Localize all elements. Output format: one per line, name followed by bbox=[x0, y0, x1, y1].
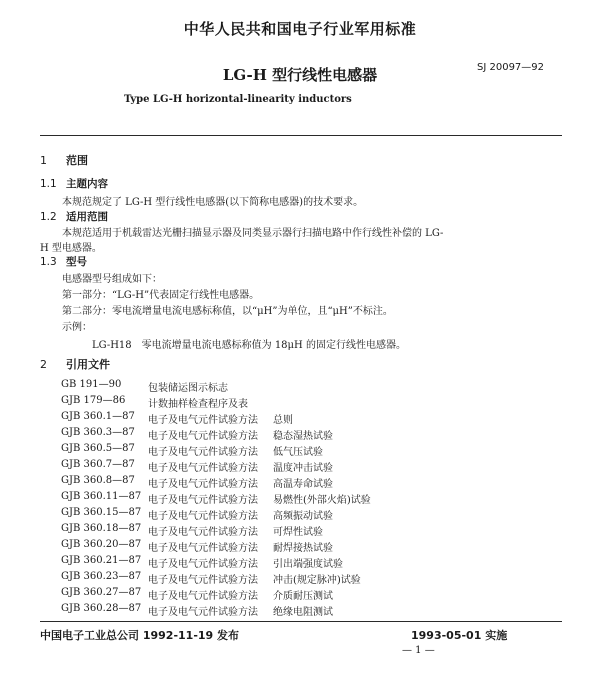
section-1-heading bbox=[40, 152, 88, 168]
reference-title: 电子及电气元件试验方法 bbox=[148, 543, 258, 554]
reference-title: 电子及电气元件试验方法 bbox=[148, 431, 258, 442]
reference-code: GJB 179—86 bbox=[61, 395, 126, 406]
section-1-2-number: 1.2 bbox=[40, 211, 57, 223]
section-1-2-heading bbox=[40, 209, 108, 224]
reference-code: GJB 360.18—87 bbox=[61, 523, 142, 534]
footer-divider bbox=[40, 621, 562, 622]
reference-code: GJB 360.8—87 bbox=[61, 475, 135, 486]
reference-title: 包装储运图示标志 bbox=[148, 383, 228, 394]
section-1-2-title: 适用范围 bbox=[66, 211, 108, 223]
section-1-3-line: 第二部分：零电流增量电流电感标称值，以“μH”为单位，且“μH”不标注。 bbox=[62, 306, 393, 317]
english-title: Type LG-H horizontal-linearity inductors bbox=[124, 94, 352, 105]
reference-code: GJB 360.23—87 bbox=[61, 571, 142, 582]
section-2-title: 引用文件 bbox=[66, 358, 110, 371]
section-1-3-number: 1.3 bbox=[40, 256, 57, 268]
reference-title: 电子及电气元件试验方法 bbox=[148, 447, 258, 458]
section-2-heading bbox=[40, 356, 110, 372]
reference-code: GJB 360.5—87 bbox=[61, 443, 135, 454]
reference-subtitle: 温度冲击试验 bbox=[273, 463, 333, 474]
section-2-number: 2 bbox=[40, 358, 47, 371]
reference-title: 电子及电气元件试验方法 bbox=[148, 479, 258, 490]
standard-org-header: 中华人民共和国电子行业军用标准 bbox=[183, 20, 417, 38]
section-1-3-heading bbox=[40, 254, 87, 269]
reference-title: 电子及电气元件试验方法 bbox=[148, 559, 258, 570]
effective-date: 1993-05-01 实施 bbox=[411, 629, 508, 642]
reference-code: GJB 360.15—87 bbox=[61, 507, 142, 518]
reference-code: GJB 360.28—87 bbox=[61, 603, 142, 614]
reference-subtitle: 冲击(规定脉冲)试验 bbox=[273, 575, 361, 586]
reference-code: GJB 360.20—87 bbox=[61, 539, 142, 550]
issue-date: 中国电子工业总公司 1992-11-19 发布 bbox=[40, 629, 240, 642]
reference-code: GJB 360.3—87 bbox=[61, 427, 135, 438]
reference-title: 电子及电气元件试验方法 bbox=[148, 511, 258, 522]
section-1-1-text: 本规范规定了 LG-H 型行线性电感器(以下简称电感器)的技术要求。 bbox=[62, 197, 364, 208]
section-1-2-line-2: H 型电感器。 bbox=[40, 243, 102, 254]
reference-code: GJB 360.27—87 bbox=[61, 587, 142, 598]
standard-code: SJ 20097—92 bbox=[477, 62, 545, 73]
reference-subtitle: 易燃性(外部火焰)试验 bbox=[273, 495, 371, 506]
header-divider bbox=[40, 135, 562, 136]
reference-title: 电子及电气元件试验方法 bbox=[148, 495, 258, 506]
section-1-number: 1 bbox=[40, 154, 47, 167]
reference-code: GJB 360.21—87 bbox=[61, 555, 142, 566]
reference-title: 电子及电气元件试验方法 bbox=[148, 415, 258, 426]
section-1-1-number: 1.1 bbox=[40, 178, 57, 190]
reference-title: 电子及电气元件试验方法 bbox=[148, 607, 258, 618]
reference-code: GB 191—90 bbox=[61, 379, 122, 390]
section-1-3-line: 电感器型号组成如下： bbox=[62, 274, 162, 285]
reference-subtitle: 稳态湿热试验 bbox=[273, 431, 333, 442]
reference-title: 电子及电气元件试验方法 bbox=[148, 463, 258, 474]
reference-subtitle: 总则 bbox=[273, 415, 293, 426]
section-1-3-line: 示例： bbox=[62, 322, 92, 333]
reference-code: GJB 360.7—87 bbox=[61, 459, 135, 470]
section-1-1-heading bbox=[40, 176, 108, 191]
reference-code: GJB 360.1—87 bbox=[61, 411, 135, 422]
page-number: — 1 — bbox=[402, 645, 435, 656]
reference-subtitle: 高温寿命试验 bbox=[273, 479, 333, 490]
section-1-title: 范围 bbox=[66, 154, 88, 167]
reference-subtitle: 耐焊接热试验 bbox=[273, 543, 333, 554]
reference-title: 电子及电气元件试验方法 bbox=[148, 527, 258, 538]
reference-subtitle: 绝缘电阻测试 bbox=[273, 607, 333, 618]
document-title: LG-H 型行线性电感器 bbox=[222, 66, 378, 84]
section-1-3-example: LG-H18 零电流增量电流电感标称值为 18μH 的固定行线性电感器。 bbox=[92, 340, 406, 351]
reference-subtitle: 低气压试验 bbox=[273, 447, 323, 458]
reference-subtitle: 高频振动试验 bbox=[273, 511, 333, 522]
reference-subtitle: 可焊性试验 bbox=[273, 527, 323, 538]
reference-title: 计数抽样检查程序及表 bbox=[148, 399, 248, 410]
reference-title: 电子及电气元件试验方法 bbox=[148, 575, 258, 586]
reference-subtitle: 介质耐压测试 bbox=[273, 591, 333, 602]
reference-title: 电子及电气元件试验方法 bbox=[148, 591, 258, 602]
reference-subtitle: 引出端强度试验 bbox=[273, 559, 343, 570]
section-1-3-title: 型号 bbox=[66, 256, 87, 268]
section-1-1-title: 主题内容 bbox=[66, 178, 108, 190]
section-1-3-line: 第一部分：“LG-H”代表固定行线性电感器。 bbox=[62, 290, 260, 301]
reference-code: GJB 360.11—87 bbox=[61, 491, 142, 502]
section-1-2-line-1: 本规范适用于机载雷达光栅扫描显示器及同类显示器行扫描电路中作行线性补偿的 LG- bbox=[62, 228, 444, 239]
